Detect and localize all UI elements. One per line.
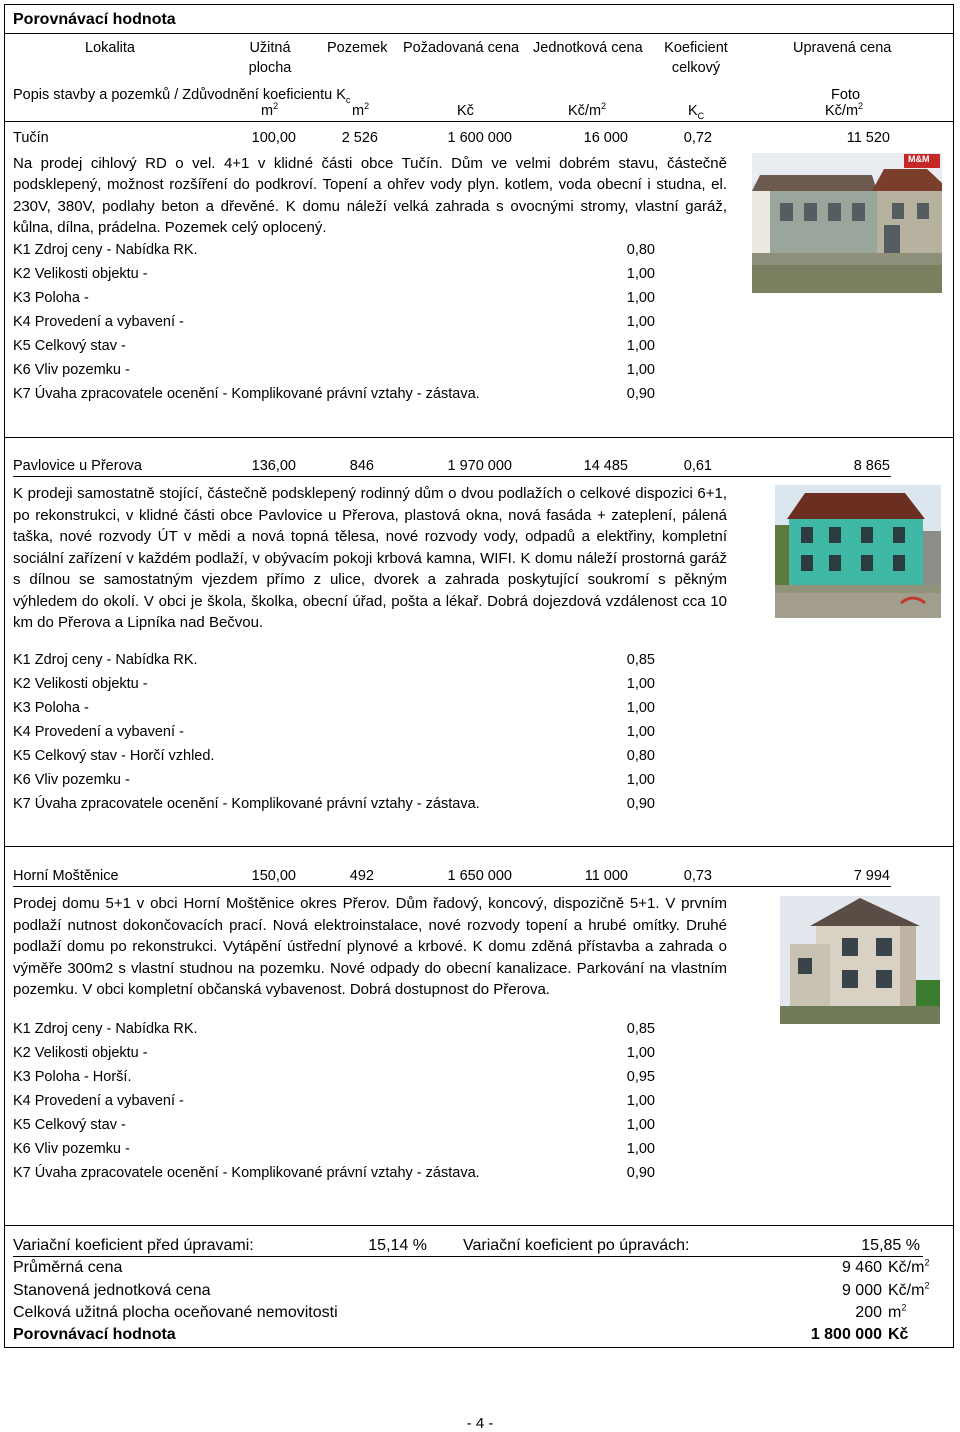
entry-divider: [4, 437, 954, 438]
coef-label: K1 Zdroj ceny - Nabídka RK.: [13, 652, 198, 668]
coef-label: K4 Provedení a vybavení -: [13, 724, 184, 740]
page-title: Porovnávací hodnota: [13, 11, 176, 28]
row-underline: [13, 886, 891, 887]
unit-kc-m2-adj: $Kč/m^2$: [825, 101, 864, 119]
entry-adjusted: 7 994: [853, 868, 890, 884]
var-after-value: 15,85 %: [861, 1237, 920, 1254]
col-pozadovana: Požadovaná cena: [403, 40, 520, 56]
col-koef-line2: celkový: [671, 59, 721, 76]
entry-land: 492: [349, 868, 374, 884]
coef-value: 1,00: [626, 724, 655, 740]
house-photo: [752, 153, 942, 293]
entry-price: 1 600 000: [447, 130, 512, 146]
row-underline: [13, 476, 891, 477]
entry-price: 1 650 000: [447, 868, 512, 884]
coef-label: K1 Zdroj ceny - Nabídka RK.: [13, 242, 198, 258]
entry-divider: [4, 846, 954, 847]
coef-value: 1,00: [626, 1141, 655, 1157]
coef-value: 0,80: [626, 242, 655, 258]
coef-value: 1,00: [626, 1093, 655, 1109]
title-divider: [4, 33, 954, 34]
coef-label: K7 Úvaha zpracovatele ocenění - Komplikované právní vztahy - zástava.: [13, 796, 480, 812]
entry-coef: 0,61: [683, 458, 712, 474]
coef-value: 1,00: [626, 676, 655, 692]
coef-label: K2 Velikosti objektu -: [13, 676, 148, 692]
col-koeficient: [658, 40, 734, 76]
entry-unit-price: 14 485: [583, 458, 628, 474]
coef-label: K6 Vliv pozemku -: [13, 772, 130, 788]
col-foto: Foto: [831, 87, 861, 103]
coef-label: K6 Vliv pozemku -: [13, 362, 130, 378]
summary-divider: [4, 1225, 954, 1226]
entry-price: 1 970 000: [447, 458, 512, 474]
entry-description: K prodeji samostatně stojící, částečně podsklepený rodinný dům o dvou podlažích o celkové dispozici 6+1, po rekonstrukci, v klidné části obce Pavlovice u Přerova, plastová okna, nová fasáda + zateplení, pálená taška, nové rozvody ÚT v mědi a nová topná tělesa, nové rozvody vody, odpadů a elektřiny, kompletní sociální zařízení v každém podlaží, v obývacím pokoji krbová kamna, WIFI. K domu náleží prostorná garáž s dílnou se samostatným vjezdem přímo z ulice, dvorek a zahrada poskytující soukromí s pěkným výhledem do okolí. V obci je škola, školka, obecní úřad, pošta a lékař. Dobrá dojezdová vzdálenost cca 10 km do Přerova a Lipníka nad Bečvou.: [13, 485, 727, 631]
coef-value: 1,00: [626, 700, 655, 716]
unit-m2-area: $m^2$: [261, 101, 279, 119]
area-value: 200: [855, 1304, 882, 1321]
coef-value: 0,90: [626, 1165, 655, 1181]
col-lokalita: Lokalita: [85, 40, 135, 56]
unit-kc-m2: $Kč/m^2$: [568, 101, 607, 119]
coef-label: K5 Celkový stav -: [13, 1117, 126, 1133]
header-divider: [4, 121, 954, 122]
house-photo: [775, 485, 941, 618]
col-uzitna-line1: Užitná: [249, 40, 291, 56]
coef-value: 1,00: [626, 290, 655, 306]
coef-label: K2 Velikosti objektu -: [13, 1045, 148, 1061]
entry-coef: 0,73: [683, 868, 712, 884]
entry-name: Pavlovice u Přerova: [13, 458, 142, 474]
entry-description: Na prodej cihlový RD o vel. 4+1 v klidné části obce Tučín. Dům ve velmi dobrém stavu, částečně podsklepený, možnost rozšíření do podkroví. Topení a ohřev vody plyn. kotlem, voda obecní i studna, el. 230V, 380V, podlahy beton a dřevěné. K domu náleží velká zahrada s ovocnými stromy, vlastní garáž, kůlna, dílna, prádelna. Pozemek celý oplocený.: [13, 155, 727, 236]
coef-value: 1,00: [626, 1045, 655, 1061]
unit-k: $K_C$: [688, 103, 705, 121]
unit-price-value: 9 000: [841, 1282, 882, 1299]
coef-label: K4 Provedení a vybavení -: [13, 314, 184, 330]
coef-label: K3 Poloha -: [13, 700, 89, 716]
coef-label: K5 Celkový stav -: [13, 338, 126, 354]
entry-unit-price: 16 000: [583, 130, 628, 146]
total-label: Porovnávací hodnota: [13, 1326, 176, 1343]
coef-label: K1 Zdroj ceny - Nabídka RK.: [13, 1021, 198, 1037]
col-pozemek: Pozemek: [327, 40, 388, 56]
entry-area: 136,00: [251, 458, 296, 474]
summary-underline: [13, 1256, 923, 1257]
var-before-value: 15,14 %: [368, 1237, 427, 1254]
col-uzitna-line2: plocha: [248, 59, 292, 76]
total-value: 1 800 000: [810, 1326, 882, 1343]
unit-price-label: Stanovená jednotková cena: [13, 1282, 211, 1299]
total-unit: Kč: [888, 1326, 909, 1343]
unit-m2-land: $m^2$: [352, 101, 370, 119]
coef-label: K6 Vliv pozemku -: [13, 1141, 130, 1157]
entry-adjusted: 8 865: [853, 458, 890, 474]
coef-label: K4 Provedení a vybavení -: [13, 1093, 184, 1109]
avg-label: Průměrná cena: [13, 1259, 123, 1276]
coef-value: 0,85: [626, 1021, 655, 1037]
unit-price-unit: $Kč/m^2$: [888, 1280, 930, 1299]
house-photo: [780, 896, 940, 1024]
avg-unit: $Kč/m^2$: [888, 1257, 930, 1276]
coef-label: K2 Velikosti objektu -: [13, 266, 148, 282]
col-upravena: Upravená cena: [793, 40, 892, 56]
coef-value: 0,80: [626, 748, 655, 764]
avg-value: 9 460: [841, 1259, 882, 1276]
col-jednotkova: Jednotková cena: [533, 40, 643, 56]
col-popis: Popis stavby a pozemků / Zdůvodnění koeficientu $K_c$: [13, 87, 351, 105]
entry-land: 2 526: [341, 130, 378, 146]
coef-value: 0,85: [626, 652, 655, 668]
coef-label: K5 Celkový stav - Horčí vzhled.: [13, 748, 215, 764]
coef-value: 1,00: [626, 338, 655, 354]
coef-label: K7 Úvaha zpracovatele ocenění - Komplikované právní vztahy - zástava.: [13, 386, 480, 402]
entry-coef: 0,72: [683, 130, 712, 146]
coef-label: K7 Úvaha zpracovatele ocenění - Komplikované právní vztahy - zástava.: [13, 1165, 480, 1181]
coef-value: 1,00: [626, 772, 655, 788]
entry-area: 150,00: [251, 868, 296, 884]
coef-value: 1,00: [626, 314, 655, 330]
coef-value: 1,00: [626, 266, 655, 282]
coef-label: K3 Poloha -: [13, 290, 89, 306]
photo-badge: M&M: [908, 154, 930, 164]
coef-label: K3 Poloha - Horší.: [13, 1069, 132, 1085]
entry-unit-price: 11 000: [584, 868, 628, 884]
entry-name: Horní Moštěnice: [13, 868, 119, 884]
entry-adjusted: 11 520: [846, 130, 890, 146]
entry-name: Tučín: [13, 130, 49, 146]
coef-value: 1,00: [626, 1117, 655, 1133]
coef-value: 0,95: [626, 1069, 655, 1085]
coef-value: 0,90: [626, 386, 655, 402]
entry-area: 100,00: [251, 130, 296, 146]
coef-value: 1,00: [626, 362, 655, 378]
entry-land: 846: [349, 458, 374, 474]
coef-value: 0,90: [626, 796, 655, 812]
area-label: Celková užitná plocha oceňované nemovitosti: [13, 1304, 338, 1321]
col-koef-line1: Koeficient: [664, 40, 728, 56]
col-uzitna: [240, 40, 300, 76]
page-number: - 4 -: [466, 1415, 494, 1432]
var-after-label: Variační koeficient po úpravách:: [463, 1237, 690, 1254]
unit-kc: Kč: [457, 103, 474, 119]
var-before-label: Variační koeficient před úpravami:: [13, 1237, 254, 1254]
area-unit: $m^2$: [888, 1302, 907, 1321]
entry-description: Prodej domu 5+1 v obci Horní Moštěnice okres Přerov. Dům řadový, koncový, dispozičně 5+1. V prvním podlaží nutnost dokončovacích prací. Nová elektroinstalace, nové rozvody topení a hrubé omítky. Druhé podlaží domu po rekonstrukci. Vytápění ústřední plynové a krbové. K domu zděná přístavba a zahrada o výměře 300m2 s vlastní studnou na pozemku. Nové odpady do obecní kanalizace. Parkování na vlastním pozemku. V obci kompletní občanská vybavenost. Dobrá dostupnost do Přerova.: [13, 895, 727, 998]
